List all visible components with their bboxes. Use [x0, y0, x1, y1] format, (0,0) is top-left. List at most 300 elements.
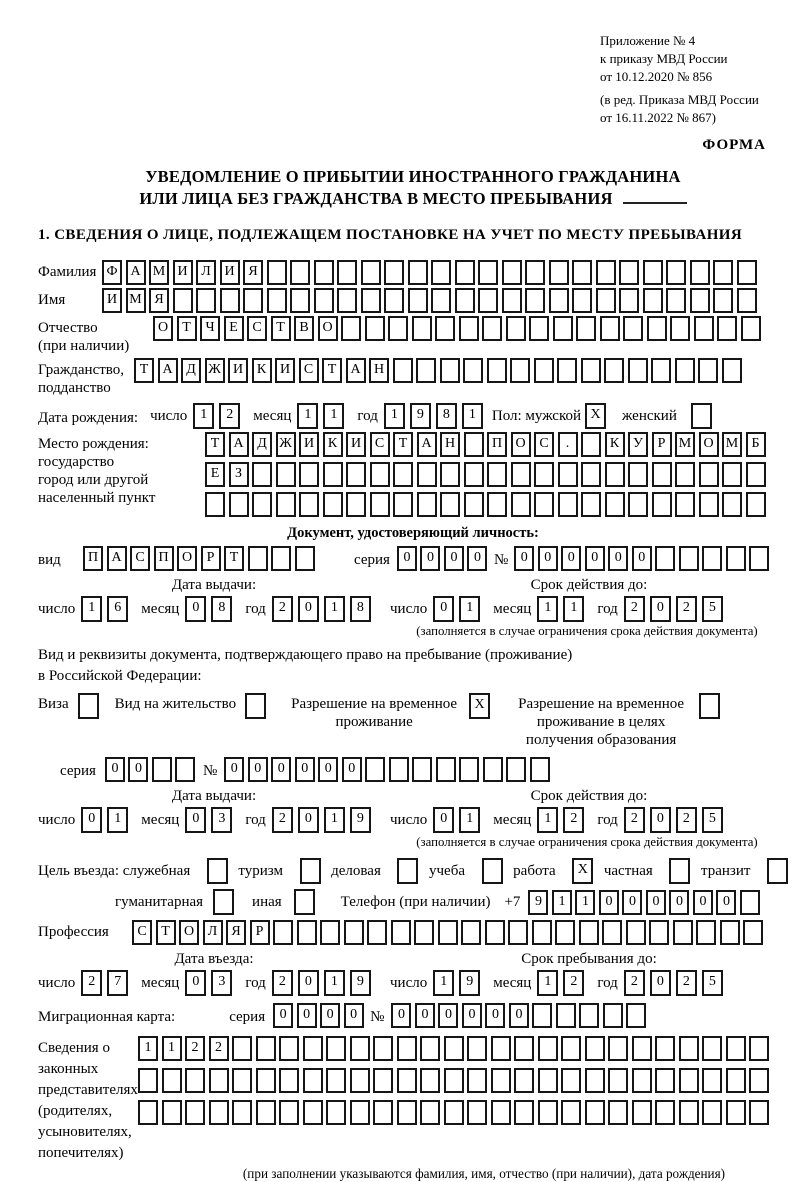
char-cell[interactable] — [596, 260, 616, 285]
char-cell[interactable] — [431, 288, 451, 313]
char-cell[interactable] — [702, 1036, 722, 1061]
char-cell[interactable]: 0 — [298, 807, 319, 833]
char-cell[interactable] — [314, 288, 334, 313]
char-cell[interactable]: Е — [205, 462, 225, 487]
char-cell[interactable]: 1 — [324, 596, 345, 622]
char-cell[interactable]: 1 — [433, 970, 454, 996]
char-cell[interactable] — [209, 1068, 229, 1093]
checkbox[interactable] — [691, 403, 712, 429]
char-cell[interactable] — [173, 288, 193, 313]
char-cell[interactable] — [487, 492, 507, 517]
char-cell[interactable] — [232, 1036, 252, 1061]
char-cell[interactable] — [417, 492, 437, 517]
char-cell[interactable]: А — [346, 358, 366, 383]
char-cell[interactable]: 0 — [599, 890, 619, 915]
char-cell[interactable] — [628, 462, 648, 487]
char-cell[interactable]: 0 — [433, 807, 454, 833]
char-cell[interactable]: 0 — [318, 757, 338, 782]
char-cell[interactable]: 1 — [193, 403, 214, 429]
char-cell[interactable]: И — [228, 358, 248, 383]
char-cell[interactable] — [556, 1003, 576, 1028]
char-cell[interactable]: Р — [652, 432, 672, 457]
char-cell[interactable] — [365, 316, 385, 341]
char-cell[interactable]: И — [299, 432, 319, 457]
char-cell[interactable]: 2 — [563, 970, 584, 996]
char-cell[interactable] — [414, 920, 434, 945]
char-cell[interactable]: С — [370, 432, 390, 457]
char-cell[interactable]: 0 — [693, 890, 713, 915]
char-cell[interactable]: 0 — [320, 1003, 340, 1028]
checkbox[interactable] — [397, 858, 418, 884]
char-cell[interactable]: 2 — [676, 970, 697, 996]
char-cell[interactable]: 1 — [162, 1036, 182, 1061]
char-cell[interactable] — [549, 288, 569, 313]
char-cell[interactable] — [243, 288, 263, 313]
char-cell[interactable] — [572, 260, 592, 285]
checkbox[interactable] — [213, 889, 234, 915]
char-cell[interactable]: С — [132, 920, 152, 945]
char-cell[interactable] — [279, 1068, 299, 1093]
char-cell[interactable]: 1 — [575, 890, 595, 915]
char-cell[interactable] — [525, 260, 545, 285]
char-cell[interactable] — [232, 1100, 252, 1125]
char-cell[interactable] — [435, 316, 455, 341]
char-cell[interactable] — [651, 358, 671, 383]
char-cell[interactable] — [467, 1068, 487, 1093]
char-cell[interactable] — [431, 260, 451, 285]
char-cell[interactable]: 0 — [716, 890, 736, 915]
char-cell[interactable] — [464, 432, 484, 457]
char-cell[interactable]: 1 — [563, 596, 584, 622]
char-cell[interactable]: 1 — [297, 403, 318, 429]
char-cell[interactable] — [408, 288, 428, 313]
char-cell[interactable]: А — [417, 432, 437, 457]
char-cell[interactable] — [626, 920, 646, 945]
char-cell[interactable] — [722, 358, 742, 383]
char-cell[interactable]: 0 — [342, 757, 362, 782]
char-cell[interactable] — [271, 546, 291, 571]
checkbox[interactable] — [78, 693, 99, 719]
char-cell[interactable]: 2 — [563, 807, 584, 833]
char-cell[interactable] — [643, 288, 663, 313]
char-cell[interactable] — [538, 1100, 558, 1125]
char-cell[interactable] — [491, 1036, 511, 1061]
char-cell[interactable]: М — [675, 432, 695, 457]
char-cell[interactable] — [303, 1036, 323, 1061]
checkbox[interactable]: X — [469, 693, 490, 719]
char-cell[interactable]: 1 — [384, 403, 405, 429]
char-cell[interactable] — [532, 920, 552, 945]
char-cell[interactable] — [478, 288, 498, 313]
char-cell[interactable] — [138, 1100, 158, 1125]
char-cell[interactable] — [743, 920, 763, 945]
char-cell[interactable] — [412, 757, 432, 782]
char-cell[interactable]: О — [179, 920, 199, 945]
char-cell[interactable]: 0 — [433, 596, 454, 622]
char-cell[interactable] — [276, 462, 296, 487]
char-cell[interactable] — [749, 546, 769, 571]
char-cell[interactable] — [361, 288, 381, 313]
char-cell[interactable]: И — [275, 358, 295, 383]
char-cell[interactable] — [702, 546, 722, 571]
char-cell[interactable] — [459, 757, 479, 782]
char-cell[interactable] — [232, 1068, 252, 1093]
char-cell[interactable] — [675, 358, 695, 383]
char-cell[interactable]: 0 — [295, 757, 315, 782]
char-cell[interactable]: О — [511, 432, 531, 457]
char-cell[interactable]: Б — [746, 432, 766, 457]
char-cell[interactable]: 0 — [622, 890, 642, 915]
char-cell[interactable] — [393, 492, 413, 517]
char-cell[interactable] — [713, 260, 733, 285]
char-cell[interactable] — [585, 1100, 605, 1125]
char-cell[interactable]: П — [154, 546, 174, 571]
char-cell[interactable] — [420, 1036, 440, 1061]
char-cell[interactable]: Ж — [205, 358, 225, 383]
checkbox[interactable] — [300, 858, 321, 884]
char-cell[interactable] — [726, 546, 746, 571]
char-cell[interactable] — [502, 260, 522, 285]
char-cell[interactable]: 2 — [624, 596, 645, 622]
char-cell[interactable] — [464, 492, 484, 517]
char-cell[interactable] — [461, 920, 481, 945]
char-cell[interactable]: Л — [203, 920, 223, 945]
char-cell[interactable]: Т — [393, 432, 413, 457]
char-cell[interactable]: А — [158, 358, 178, 383]
char-cell[interactable] — [440, 492, 460, 517]
char-cell[interactable] — [628, 358, 648, 383]
char-cell[interactable]: Я — [243, 260, 263, 285]
char-cell[interactable] — [341, 316, 361, 341]
char-cell[interactable]: 2 — [81, 970, 102, 996]
char-cell[interactable] — [320, 920, 340, 945]
char-cell[interactable] — [440, 462, 460, 487]
char-cell[interactable] — [373, 1036, 393, 1061]
char-cell[interactable]: О — [177, 546, 197, 571]
char-cell[interactable] — [408, 260, 428, 285]
char-cell[interactable]: 0 — [415, 1003, 435, 1028]
char-cell[interactable]: А — [126, 260, 146, 285]
char-cell[interactable] — [483, 757, 503, 782]
char-cell[interactable] — [749, 1100, 769, 1125]
char-cell[interactable] — [581, 462, 601, 487]
char-cell[interactable]: Т — [205, 432, 225, 457]
char-cell[interactable] — [370, 492, 390, 517]
char-cell[interactable]: 1 — [138, 1036, 158, 1061]
char-cell[interactable] — [487, 358, 507, 383]
char-cell[interactable]: 2 — [185, 1036, 205, 1061]
char-cell[interactable] — [679, 546, 699, 571]
char-cell[interactable] — [344, 920, 364, 945]
char-cell[interactable] — [603, 1003, 623, 1028]
char-cell[interactable] — [737, 260, 757, 285]
char-cell[interactable]: 1 — [459, 807, 480, 833]
char-cell[interactable]: 0 — [646, 890, 666, 915]
char-cell[interactable] — [267, 260, 287, 285]
char-cell[interactable]: 9 — [459, 970, 480, 996]
char-cell[interactable] — [558, 462, 578, 487]
char-cell[interactable] — [690, 260, 710, 285]
char-cell[interactable] — [534, 358, 554, 383]
char-cell[interactable] — [326, 1100, 346, 1125]
char-cell[interactable]: И — [173, 260, 193, 285]
char-cell[interactable] — [393, 358, 413, 383]
char-cell[interactable] — [690, 288, 710, 313]
char-cell[interactable]: 0 — [344, 1003, 364, 1028]
char-cell[interactable] — [534, 492, 554, 517]
char-cell[interactable] — [350, 1068, 370, 1093]
char-cell[interactable]: 5 — [702, 807, 723, 833]
char-cell[interactable] — [581, 492, 601, 517]
char-cell[interactable] — [162, 1100, 182, 1125]
char-cell[interactable] — [557, 358, 577, 383]
char-cell[interactable] — [726, 1036, 746, 1061]
char-cell[interactable] — [314, 260, 334, 285]
char-cell[interactable] — [579, 920, 599, 945]
char-cell[interactable] — [511, 492, 531, 517]
char-cell[interactable]: В — [294, 316, 314, 341]
char-cell[interactable] — [397, 1100, 417, 1125]
char-cell[interactable]: С — [299, 358, 319, 383]
char-cell[interactable] — [632, 1036, 652, 1061]
char-cell[interactable] — [581, 432, 601, 457]
char-cell[interactable] — [388, 316, 408, 341]
char-cell[interactable]: 2 — [272, 970, 293, 996]
char-cell[interactable]: Л — [196, 260, 216, 285]
char-cell[interactable] — [391, 920, 411, 945]
char-cell[interactable] — [702, 1100, 722, 1125]
char-cell[interactable] — [581, 358, 601, 383]
char-cell[interactable] — [290, 260, 310, 285]
char-cell[interactable] — [600, 316, 620, 341]
char-cell[interactable] — [350, 1036, 370, 1061]
char-cell[interactable] — [619, 260, 639, 285]
char-cell[interactable]: 0 — [509, 1003, 529, 1028]
char-cell[interactable]: К — [605, 432, 625, 457]
char-cell[interactable] — [572, 288, 592, 313]
char-cell[interactable] — [655, 546, 675, 571]
char-cell[interactable]: М — [126, 288, 146, 313]
char-cell[interactable] — [417, 462, 437, 487]
char-cell[interactable]: К — [252, 358, 272, 383]
char-cell[interactable]: . — [558, 432, 578, 457]
char-cell[interactable]: И — [102, 288, 122, 313]
char-cell[interactable] — [746, 492, 766, 517]
char-cell[interactable]: Н — [369, 358, 389, 383]
char-cell[interactable] — [326, 1036, 346, 1061]
char-cell[interactable]: 3 — [211, 807, 232, 833]
char-cell[interactable]: 0 — [81, 807, 102, 833]
char-cell[interactable] — [323, 492, 343, 517]
char-cell[interactable]: 0 — [185, 596, 206, 622]
char-cell[interactable]: Ж — [276, 432, 296, 457]
char-cell[interactable] — [185, 1100, 205, 1125]
char-cell[interactable] — [463, 358, 483, 383]
char-cell[interactable] — [722, 492, 742, 517]
char-cell[interactable] — [525, 288, 545, 313]
char-cell[interactable] — [361, 260, 381, 285]
char-cell[interactable] — [632, 1068, 652, 1093]
char-cell[interactable]: 0 — [561, 546, 581, 571]
char-cell[interactable]: С — [130, 546, 150, 571]
char-cell[interactable] — [675, 462, 695, 487]
char-cell[interactable]: 2 — [624, 970, 645, 996]
char-cell[interactable]: 3 — [211, 970, 232, 996]
char-cell[interactable] — [444, 1068, 464, 1093]
char-cell[interactable]: 0 — [128, 757, 148, 782]
char-cell[interactable]: 0 — [248, 757, 268, 782]
char-cell[interactable]: 0 — [397, 546, 417, 571]
char-cell[interactable] — [604, 358, 624, 383]
char-cell[interactable] — [713, 288, 733, 313]
char-cell[interactable] — [699, 492, 719, 517]
char-cell[interactable] — [370, 462, 390, 487]
char-cell[interactable] — [444, 1100, 464, 1125]
char-cell[interactable] — [384, 260, 404, 285]
char-cell[interactable]: 8 — [436, 403, 457, 429]
char-cell[interactable]: А — [229, 432, 249, 457]
char-cell[interactable]: 0 — [438, 1003, 458, 1028]
char-cell[interactable] — [467, 1036, 487, 1061]
char-cell[interactable] — [514, 1036, 534, 1061]
char-cell[interactable] — [299, 492, 319, 517]
char-cell[interactable] — [666, 260, 686, 285]
char-cell[interactable] — [252, 492, 272, 517]
char-cell[interactable]: 0 — [444, 546, 464, 571]
char-cell[interactable] — [679, 1100, 699, 1125]
char-cell[interactable] — [297, 920, 317, 945]
char-cell[interactable]: 0 — [391, 1003, 411, 1028]
char-cell[interactable] — [740, 890, 760, 915]
char-cell[interactable] — [553, 316, 573, 341]
char-cell[interactable]: Е — [224, 316, 244, 341]
char-cell[interactable]: 0 — [650, 807, 671, 833]
char-cell[interactable]: О — [699, 432, 719, 457]
char-cell[interactable]: Я — [149, 288, 169, 313]
char-cell[interactable] — [323, 462, 343, 487]
char-cell[interactable] — [491, 1100, 511, 1125]
char-cell[interactable] — [652, 462, 672, 487]
char-cell[interactable] — [530, 757, 550, 782]
char-cell[interactable] — [532, 1003, 552, 1028]
char-cell[interactable]: 0 — [585, 546, 605, 571]
char-cell[interactable]: 1 — [107, 807, 128, 833]
char-cell[interactable]: С — [534, 432, 554, 457]
char-cell[interactable]: Д — [252, 432, 272, 457]
char-cell[interactable] — [279, 1036, 299, 1061]
char-cell[interactable]: Н — [440, 432, 460, 457]
char-cell[interactable] — [670, 316, 690, 341]
char-cell[interactable] — [514, 1068, 534, 1093]
char-cell[interactable]: М — [149, 260, 169, 285]
char-cell[interactable] — [602, 920, 622, 945]
char-cell[interactable]: С — [247, 316, 267, 341]
char-cell[interactable]: 5 — [702, 596, 723, 622]
char-cell[interactable] — [720, 920, 740, 945]
char-cell[interactable]: О — [318, 316, 338, 341]
char-cell[interactable] — [561, 1068, 581, 1093]
char-cell[interactable] — [384, 288, 404, 313]
char-cell[interactable]: 1 — [537, 807, 558, 833]
char-cell[interactable]: Р — [201, 546, 221, 571]
char-cell[interactable] — [248, 546, 268, 571]
char-cell[interactable]: 2 — [676, 596, 697, 622]
char-cell[interactable]: О — [153, 316, 173, 341]
char-cell[interactable] — [346, 462, 366, 487]
char-cell[interactable]: 9 — [350, 970, 371, 996]
char-cell[interactable] — [337, 260, 357, 285]
char-cell[interactable] — [655, 1068, 675, 1093]
char-cell[interactable] — [652, 492, 672, 517]
char-cell[interactable]: 0 — [105, 757, 125, 782]
char-cell[interactable]: 0 — [185, 807, 206, 833]
char-cell[interactable]: 1 — [537, 970, 558, 996]
char-cell[interactable] — [699, 462, 719, 487]
char-cell[interactable] — [698, 358, 718, 383]
char-cell[interactable]: 1 — [552, 890, 572, 915]
char-cell[interactable]: М — [722, 432, 742, 457]
char-cell[interactable]: 1 — [323, 403, 344, 429]
char-cell[interactable]: 7 — [107, 970, 128, 996]
char-cell[interactable]: Д — [181, 358, 201, 383]
char-cell[interactable] — [337, 288, 357, 313]
char-cell[interactable]: 0 — [669, 890, 689, 915]
char-cell[interactable] — [420, 1100, 440, 1125]
char-cell[interactable] — [511, 462, 531, 487]
char-cell[interactable] — [737, 288, 757, 313]
char-cell[interactable] — [506, 757, 526, 782]
char-cell[interactable] — [162, 1068, 182, 1093]
char-cell[interactable] — [346, 492, 366, 517]
checkbox[interactable] — [207, 858, 228, 884]
char-cell[interactable] — [502, 288, 522, 313]
char-cell[interactable] — [643, 260, 663, 285]
char-cell[interactable] — [726, 1100, 746, 1125]
char-cell[interactable]: Т — [134, 358, 154, 383]
char-cell[interactable]: 9 — [528, 890, 548, 915]
char-cell[interactable] — [655, 1100, 675, 1125]
char-cell[interactable] — [722, 462, 742, 487]
char-cell[interactable]: 0 — [298, 596, 319, 622]
char-cell[interactable] — [209, 1100, 229, 1125]
char-cell[interactable]: Т — [177, 316, 197, 341]
char-cell[interactable] — [175, 757, 195, 782]
char-cell[interactable]: Ч — [200, 316, 220, 341]
char-cell[interactable] — [647, 316, 667, 341]
char-cell[interactable] — [717, 316, 737, 341]
char-cell[interactable] — [561, 1036, 581, 1061]
char-cell[interactable] — [510, 358, 530, 383]
char-cell[interactable] — [485, 920, 505, 945]
char-cell[interactable] — [256, 1036, 276, 1061]
char-cell[interactable]: 2 — [624, 807, 645, 833]
checkbox[interactable] — [767, 858, 788, 884]
char-cell[interactable] — [273, 920, 293, 945]
char-cell[interactable] — [726, 1068, 746, 1093]
char-cell[interactable] — [487, 462, 507, 487]
char-cell[interactable] — [440, 358, 460, 383]
char-cell[interactable] — [632, 1100, 652, 1125]
char-cell[interactable]: 8 — [211, 596, 232, 622]
char-cell[interactable]: 0 — [650, 596, 671, 622]
char-cell[interactable] — [455, 260, 475, 285]
char-cell[interactable]: 1 — [537, 596, 558, 622]
char-cell[interactable]: 0 — [462, 1003, 482, 1028]
char-cell[interactable]: 2 — [676, 807, 697, 833]
char-cell[interactable] — [608, 1068, 628, 1093]
char-cell[interactable] — [679, 1036, 699, 1061]
checkbox[interactable] — [669, 858, 690, 884]
